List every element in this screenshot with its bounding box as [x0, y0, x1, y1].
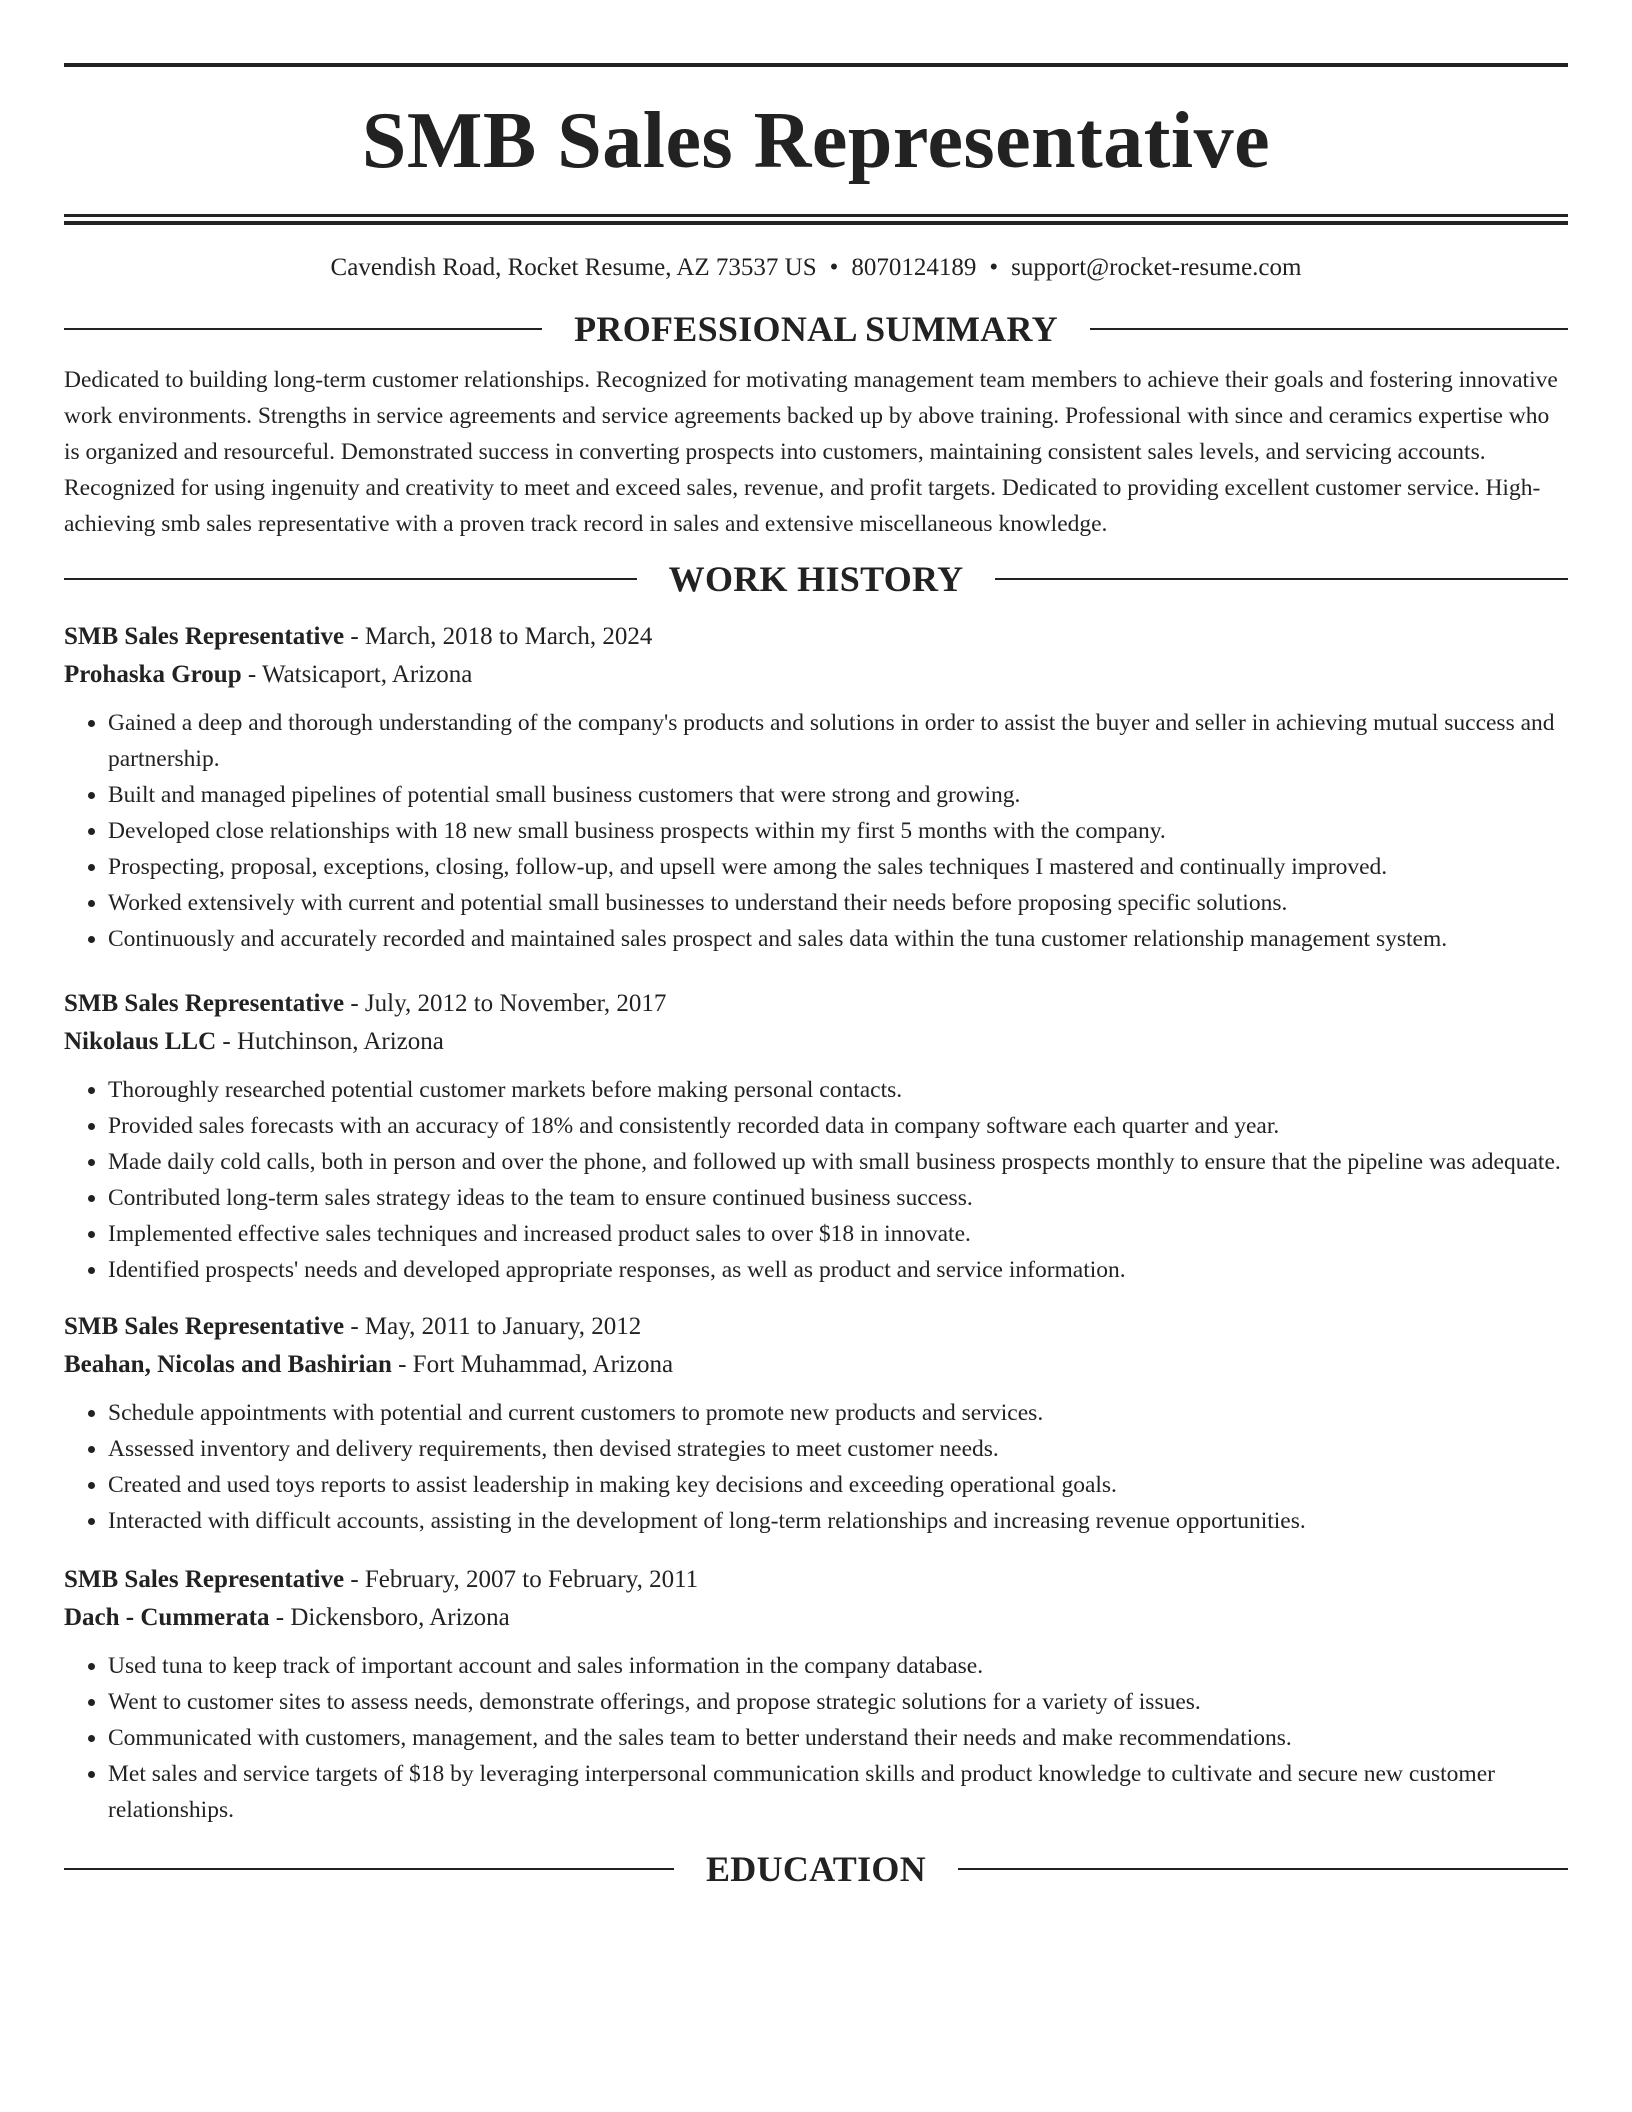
- job-title: SMB Sales Representative: [64, 1313, 345, 1340]
- job-dates: - May, 2011 to January, 2012: [344, 1313, 642, 1340]
- job-bullet-item: • Schedule appointments with potential and current customers to promote new products and services.: [108, 1395, 1568, 1431]
- resume-title: SMB Sales Representative: [361, 97, 1271, 185]
- job-title: SMB Sales Representative: [64, 1566, 345, 1593]
- job-bullet-item: • Worked extensively with current and potential small businesses to understand their needs before proposing specific solutions.: [108, 885, 1568, 921]
- job-bullet-item: • Interacted with difficult accounts, assisting in the development of long-term relationships and increasing revenue opportunities.: [108, 1503, 1568, 1539]
- section-rule-right: [995, 578, 1568, 580]
- job-location: - Dickensboro, Arizona: [269, 1604, 510, 1631]
- contact-line: [64, 252, 1568, 284]
- job-bullet-item: • Assessed inventory and delivery requirements, then devised strategies to meet customer needs.: [108, 1431, 1568, 1467]
- section-rule-left: [64, 578, 637, 580]
- job-entry: [64, 1308, 1568, 1539]
- job-entry: [64, 1561, 1568, 1828]
- job-bullet-item: • Provided sales forecasts with an accuracy of 18% and consistently recorded data in company software each quarter and year.: [108, 1108, 1568, 1144]
- job-entry: [64, 618, 1568, 957]
- job-bullet-item: • Continuously and accurately recorded and maintained sales prospect and sales data within the tuna customer relationship management system.: [108, 921, 1568, 957]
- job-title-line: [64, 1308, 1568, 1346]
- job-location: - Watsicaport, Arizona: [241, 661, 473, 688]
- section-header-education: [64, 1846, 1568, 1892]
- job-location: - Hutchinson, Arizona: [216, 1028, 444, 1055]
- section-title-work: WORK HISTORY: [668, 559, 964, 599]
- section-rule-right: [958, 1868, 1568, 1870]
- top-rule: [64, 63, 1568, 67]
- job-dates: - February, 2007 to February, 2011: [344, 1566, 699, 1593]
- job-title-line: [64, 985, 1568, 1023]
- contact-email: support@rocket-resume.com: [1011, 254, 1302, 281]
- job-bullets: [64, 1072, 1568, 1288]
- job-bullet-item: • Developed close relationships with 18 new small business prospects within my first 5 months with the company.: [108, 813, 1568, 849]
- section-rule-left: [64, 1868, 674, 1870]
- job-bullet-item: • Thoroughly researched potential customer markets before making personal contacts.: [108, 1072, 1568, 1108]
- resume-page: [0, 63, 1632, 2112]
- job-title: SMB Sales Representative: [64, 623, 345, 650]
- job-bullet-item: • Created and used toys reports to assist leadership in making key decisions and exceeding operational goals.: [108, 1467, 1568, 1503]
- work-history-list: [64, 618, 1568, 1828]
- job-company-line: [64, 1023, 1568, 1061]
- job-company: Nikolaus LLC: [64, 1028, 217, 1055]
- job-title: SMB Sales Representative: [64, 990, 345, 1017]
- contact-phone: 8070124189: [851, 254, 977, 281]
- job-company: Prohaska Group: [64, 661, 242, 688]
- section-rule-right: [1090, 328, 1568, 330]
- job-title-line: [64, 1561, 1568, 1599]
- job-bullet-item: • Built and managed pipelines of potential small business customers that were strong and growing.: [108, 777, 1568, 813]
- job-bullet-item: • Used tuna to keep track of important account and sales information in the company database.: [108, 1648, 1568, 1684]
- job-company: Dach - Cummerata: [64, 1604, 270, 1631]
- section-title-summary: PROFESSIONAL SUMMARY: [574, 309, 1058, 349]
- section-header-summary: [64, 306, 1568, 352]
- section-rule-left: [64, 328, 542, 330]
- job-bullet-item: • Made daily cold calls, both in person and over the phone, and followed up with small business prospects monthly to ensure that the pipeline was adequate.: [108, 1144, 1568, 1180]
- section-title-education: EDUCATION: [705, 1849, 927, 1889]
- job-entry: [64, 985, 1568, 1288]
- summary-text: Dedicated to building long-term customer relationships. Recognized for motivating management team members to achieve their goals and fostering innovative work environments. Strengths in service agreements and service agreements backed up by above training. Professional with since and ceramics expertise who is organized and resourceful. Demonstrated success in converting prospects into customers, maintaining consistent sales levels, and servicing accounts. Recognized for using ingenuity and creativity to meet and exceed sales, revenue, and profit targets. Dedicated to providing excellent customer service. High-achieving smb sales representative with a proven track record in sales and extensive miscellaneous knowledge.: [64, 367, 1558, 537]
- job-bullets: [64, 705, 1568, 957]
- job-company-line: [64, 656, 1568, 694]
- job-bullet-item: • Implemented effective sales techniques and increased product sales to over $18 in innovate.: [108, 1216, 1568, 1252]
- job-bullet-item: • Communicated with customers, management, and the sales team to better understand their needs and make recommendations.: [108, 1720, 1568, 1756]
- job-company-line: [64, 1599, 1568, 1637]
- job-bullet-item: • Prospecting, proposal, exceptions, closing, follow-up, and upsell were among the sales techniques I mastered and continually improved.: [108, 849, 1568, 885]
- job-dates: - March, 2018 to March, 2024: [344, 623, 653, 650]
- job-company: Beahan, Nicolas and Bashirian: [64, 1351, 392, 1378]
- job-bullet-item: • Contributed long-term sales strategy ideas to the team to ensure continued business success.: [108, 1180, 1568, 1216]
- contact-address: Cavendish Road, Rocket Resume, AZ 73537 US: [330, 254, 817, 281]
- job-bullet-item: • Went to customer sites to assess needs, demonstrate offerings, and propose strategic solutions for a variety of issues.: [108, 1684, 1568, 1720]
- job-bullet-item: • Met sales and service targets of $18 by leveraging interpersonal communication skills and product knowledge to cultivate and secure new customer relationships.: [108, 1756, 1568, 1828]
- job-location: - Fort Muhammad, Arizona: [391, 1351, 674, 1378]
- job-dates: - July, 2012 to November, 2017: [344, 990, 667, 1017]
- section-header-work: [64, 556, 1568, 602]
- double-rule: [64, 214, 1568, 225]
- job-company-line: [64, 1346, 1568, 1384]
- contact-separator: •: [829, 254, 839, 281]
- job-title-line: [64, 618, 1568, 656]
- job-bullets: [64, 1648, 1568, 1828]
- job-bullet-item: • Gained a deep and thorough understanding of the company's products and solutions in order to assist the buyer and seller in achieving mutual success and partnership.: [108, 705, 1568, 777]
- job-bullet-item: • Identified prospects' needs and developed appropriate responses, as well as product and service information.: [108, 1252, 1568, 1288]
- contact-separator: •: [989, 254, 999, 281]
- job-bullets: [64, 1395, 1568, 1539]
